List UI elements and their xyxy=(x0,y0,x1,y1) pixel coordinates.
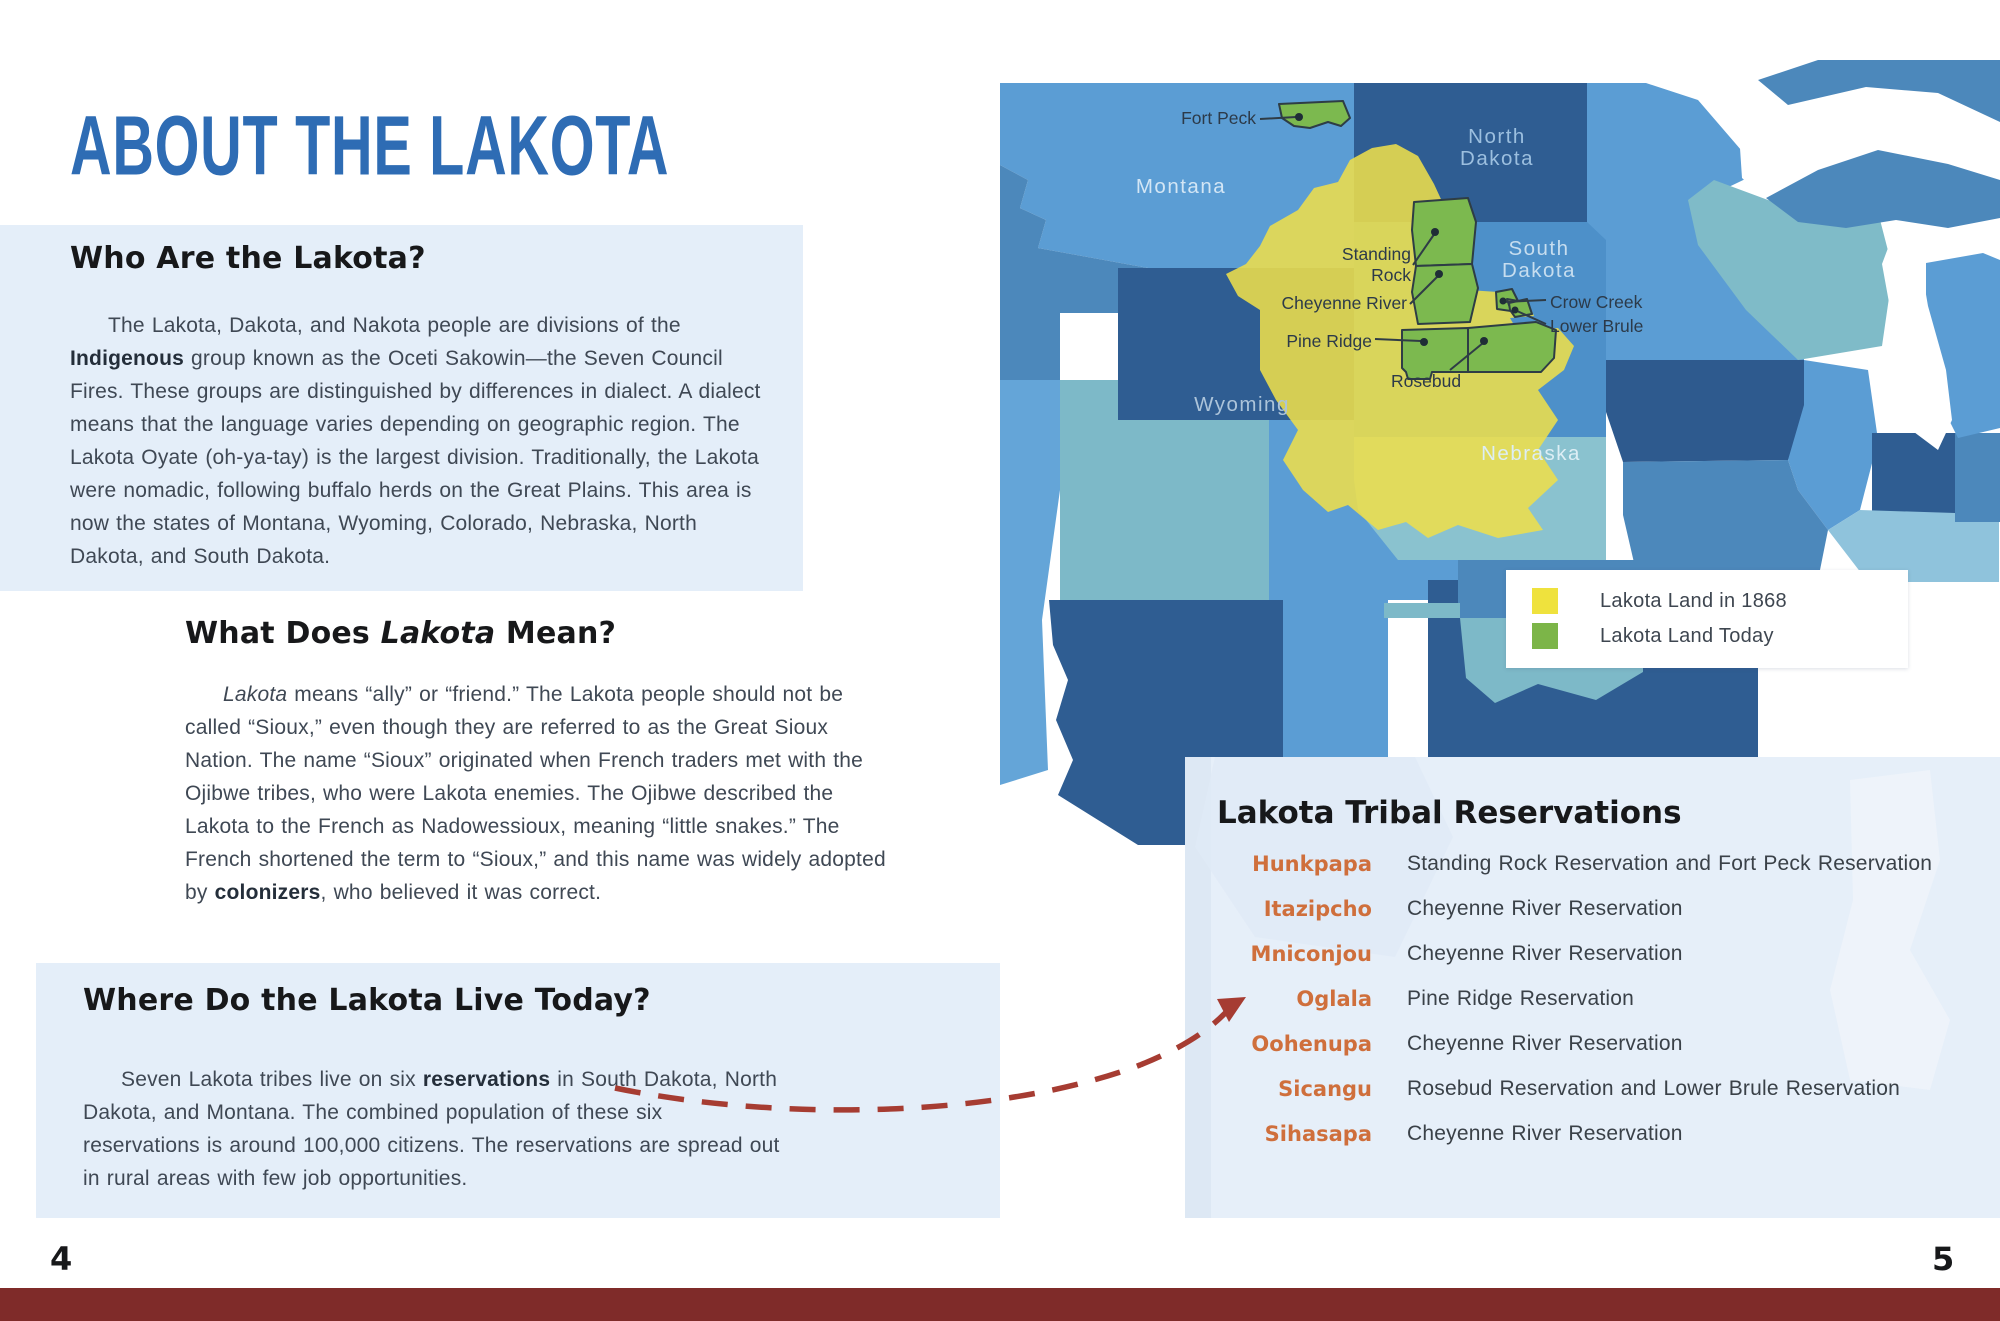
text-run: Seven Lakota tribes live on six xyxy=(121,1068,423,1091)
dot-fort-peck xyxy=(1295,113,1303,121)
text-run: Lakota xyxy=(380,616,496,651)
text-run: Indigenous xyxy=(70,347,184,370)
reservation-row xyxy=(1185,931,1990,976)
legend-swatch-1868 xyxy=(1532,588,1558,614)
state-oklahoma-panhandle xyxy=(1384,603,1460,618)
reservation-name: Cheyenne River Reservation xyxy=(1407,1121,1683,1145)
label-cheyenne-river: Cheyenne River xyxy=(1281,293,1407,313)
legend-label-1868: Lakota Land in 1868 xyxy=(1600,589,1787,612)
reservation-rosebud xyxy=(1468,322,1556,372)
text-run: What Does xyxy=(185,616,381,651)
text-run: reservations xyxy=(422,1068,551,1091)
page-number-right: 5 xyxy=(1932,1240,1955,1278)
reservation-name: Cheyenne River Reservation xyxy=(1407,1031,1683,1055)
label-wyoming: Wyoming xyxy=(1194,393,1290,416)
dot-lower-brule xyxy=(1512,307,1519,314)
text-run: Lakota xyxy=(223,683,288,706)
section-heading-who: Who Are the Lakota? xyxy=(70,241,426,276)
text-run: colonizers xyxy=(214,881,321,904)
tribe-name: Sihasapa xyxy=(1264,1121,1372,1146)
label-pine-ridge: Pine Ridge xyxy=(1286,331,1372,351)
tribe-name: Itazipcho xyxy=(1263,896,1372,921)
reservation-standing-rock xyxy=(1412,198,1476,266)
dot-pine-ridge xyxy=(1420,338,1428,346)
page-title: ABOUT THE LAKOTA xyxy=(70,99,670,193)
legend-label-today: Lakota Land Today xyxy=(1600,624,1774,647)
label-south-dakota-1: South xyxy=(1508,237,1570,260)
label-standing-rock-2: Rock xyxy=(1371,265,1411,285)
reservation-name: Cheyenne River Reservation xyxy=(1407,896,1683,920)
state-ohio xyxy=(1955,433,2000,522)
state-indiana xyxy=(1872,433,1955,513)
reservation-name: Rosebud Reservation and Lower Brule Reservation xyxy=(1407,1076,1901,1100)
text-run: Mean? xyxy=(495,616,617,651)
footer-bar xyxy=(0,1288,2000,1321)
reservations-table-title: Lakota Tribal Reservations xyxy=(1217,795,1682,831)
reservations-panel xyxy=(1185,757,2000,1218)
legend-item-today xyxy=(1532,623,1774,649)
label-montana: Montana xyxy=(1135,175,1227,198)
text-run: in South Dakota, North Dakota, and Montana. The combined population of these six reservations is around 100,000 citizens. The reservations are spread out in rural areas with few job opportunities. xyxy=(83,1068,780,1190)
text-run: , who believed it was correct. xyxy=(320,881,602,904)
tribe-name: Oglala xyxy=(1296,986,1372,1011)
dot-standing-rock xyxy=(1431,228,1439,236)
reservation-row xyxy=(1185,1066,1990,1111)
reservation-name: Pine Ridge Reservation xyxy=(1407,986,1635,1010)
dot-cheyenne-river xyxy=(1435,270,1443,278)
section-heading-where: Where Do the Lakota Live Today? xyxy=(83,983,651,1018)
reservation-row xyxy=(1185,976,1990,1021)
tribe-name: Hunkpapa xyxy=(1252,851,1372,876)
label-north-dakota-1: North xyxy=(1468,125,1526,148)
legend-item-1868 xyxy=(1532,588,1787,614)
map-legend xyxy=(1506,570,1908,668)
reservation-row xyxy=(1185,1021,1990,1066)
tribe-name: Mniconjou xyxy=(1250,941,1372,966)
dot-crow-creek xyxy=(1500,298,1507,305)
reservation-fort-peck xyxy=(1279,101,1350,128)
label-crow-creek: Crow Creek xyxy=(1550,292,1643,312)
reservation-row xyxy=(1185,841,1990,886)
reservation-row xyxy=(1185,886,1990,931)
section-heading-meaning xyxy=(185,616,616,651)
reservation-row xyxy=(1185,1111,1990,1156)
label-fort-peck: Fort Peck xyxy=(1181,108,1256,128)
label-south-dakota-2: Dakota xyxy=(1502,259,1576,282)
paragraph-meaning xyxy=(185,678,891,909)
tribe-name: Oohenupa xyxy=(1251,1031,1372,1056)
section-who-are-the-lakota xyxy=(0,225,803,591)
label-nebraska: Nebraska xyxy=(1481,442,1581,465)
legend-swatch-today xyxy=(1532,623,1558,649)
reservation-name: Standing Rock Reservation and Fort Peck Reservation xyxy=(1407,851,1933,875)
reservation-cheyenne-river xyxy=(1412,264,1478,324)
text-run: The Lakota, Dakota, and Nakota people are divisions of the xyxy=(108,314,681,337)
reservations-table xyxy=(1185,841,1990,1156)
label-lower-brule: Lower Brule xyxy=(1550,316,1644,336)
paragraph-who xyxy=(70,309,765,573)
state-iowa xyxy=(1606,360,1816,462)
label-standing-rock-1: Standing xyxy=(1341,244,1411,264)
label-rosebud: Rosebud xyxy=(1391,371,1462,391)
state-nevada xyxy=(1000,380,1060,785)
reservation-name: Cheyenne River Reservation xyxy=(1407,941,1683,965)
page-number-left: 4 xyxy=(50,1240,73,1278)
dot-rosebud xyxy=(1480,337,1488,345)
tribe-name: Sicangu xyxy=(1278,1076,1372,1101)
label-north-dakota-2: Dakota xyxy=(1460,147,1534,170)
text-run: group known as the Oceti Sakowin—the Seven Council Fires. These groups are distinguished by differences in dialect. A dialect means that the language varies depending on geographic region. The Lakota Oyate (oh-ya-tay) is the largest division. Traditionally, the Lakota were nomadic, following buffalo herds on the Great Plains. This area is now the states of Montana, Wyoming, Colorado, Nebraska, North Dakota, and South Dakota. xyxy=(70,347,761,568)
oglala-arrow xyxy=(580,970,1280,1120)
text-run: means “ally” or “friend.” The Lakota people should not be called “Sioux,” even though they are referred to as the Great Sioux Nation. The name “Sioux” originated when French traders met with the Ojibwe tribes, who were Lakota enemies. The Ojibwe described the Lakota to the French as Nadowessioux, meaning “little snakes.” The French shortened the term to “Sioux,” and this name was widely adopted by xyxy=(185,683,886,904)
